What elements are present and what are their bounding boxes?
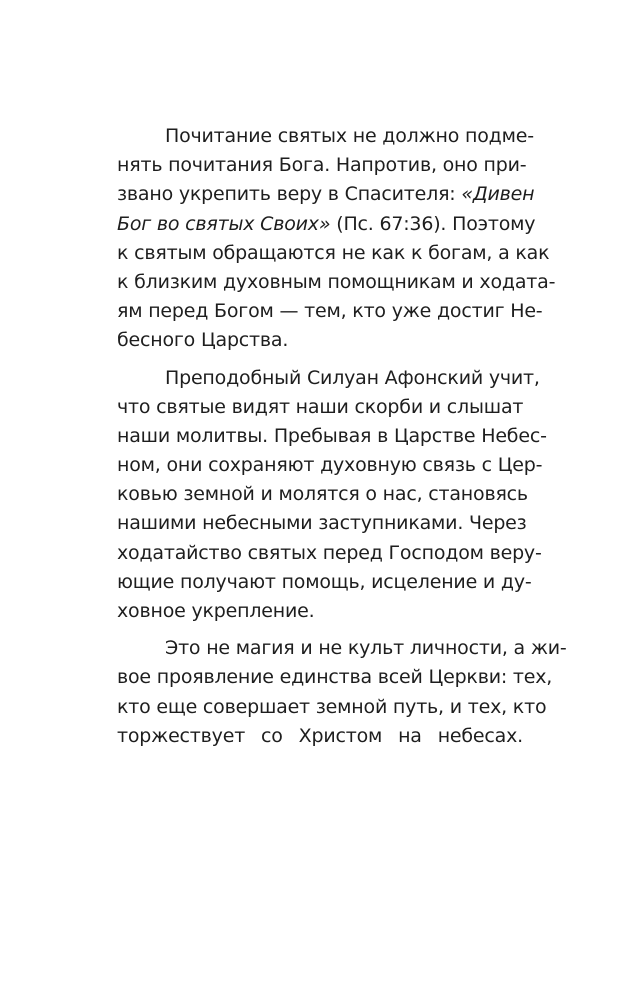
paragraph-gap xyxy=(117,626,523,634)
scripture-quote-end: Бог во святых Своих» xyxy=(117,212,331,235)
paragraph-1-line-4-text: (Пс. 67:36). Поэтому xyxy=(330,212,536,235)
paragraph-1-line-2: нять почитания Бога. Напротив, оно при- xyxy=(117,154,527,177)
paragraph-2-line-9: ховное укрепление. xyxy=(117,600,315,622)
paragraph-2-line-7: ходатайство святых перед Господом веру- xyxy=(117,541,542,564)
paragraph-gap xyxy=(117,356,523,364)
paragraph-2-line-4: ном, они сохраняют духовную связь с Цер- xyxy=(117,454,543,477)
paragraph-2-line-5: ковью земной и молятся о нас, становясь xyxy=(117,483,528,506)
paragraph-1-line-3-text: звано укрепить веру в Спасителя: xyxy=(117,183,462,206)
paragraph-2-line-8: ющие получают помощь, исцеление и ду- xyxy=(117,570,532,593)
paragraph-2-line-2: что святые видят наши скорби и слышат xyxy=(117,395,524,418)
paragraph-3-line-1: Это не магия и не культ личности, а жи- xyxy=(165,637,567,660)
paragraph-1-line-3 xyxy=(117,180,535,209)
paragraph-1-line-6: к близким духовным помощникам и ходата- xyxy=(117,270,556,293)
paragraph-1-line-5: к святым обращаются не как к богам, а как xyxy=(117,241,550,264)
paragraph-1-line-1: Почитание святых не должно подме- xyxy=(165,125,534,147)
paragraph-3-line-4: торжествует со Христом на небесах. xyxy=(117,724,523,747)
paragraph-1-line-8: бесного Царства. xyxy=(117,329,289,352)
paragraph-3-line-3: кто еще совершает земной путь, и тех, кто xyxy=(117,695,547,718)
paragraph-3-line-2: вое проявление единства всей Церкви: тех, xyxy=(117,666,553,689)
body-text xyxy=(117,122,567,751)
paragraph-2-line-6: нашими небесными заступниками. Через xyxy=(117,512,527,535)
scripture-quote-start: «Дивен xyxy=(461,183,535,206)
paragraph-1-line-7: ям перед Богом — тем, кто уже достиг Не- xyxy=(117,300,543,323)
paragraph-2-line-1: Преподобный Силуан Афонский учит, xyxy=(165,366,540,389)
paragraph-2-line-3: наши молитвы. Пребывая в Царстве Небес- xyxy=(117,424,547,447)
paragraph-1-line-4 xyxy=(117,210,536,239)
